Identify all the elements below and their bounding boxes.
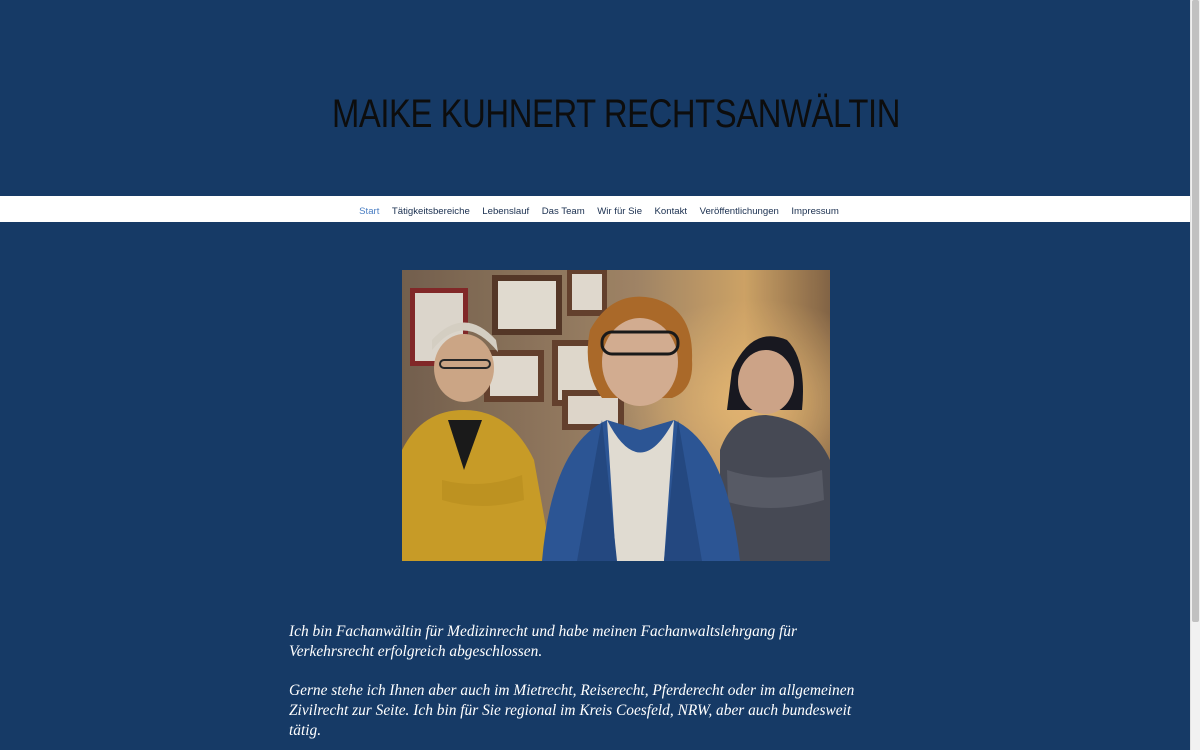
vertical-scrollbar[interactable] (1190, 0, 1200, 750)
nav-item-impressum[interactable]: Impressum (791, 205, 839, 217)
nav-item-veroeffentlichungen[interactable]: Veröffentlichungen (699, 205, 779, 217)
intro-paragraph-areas: Gerne stehe ich Ihnen aber auch im Mietrecht, Reiserecht, Pferderecht oder im allgemeinen Zivilrecht zur Seite. Ich bin für Sie regional im Kreis Coesfeld, NRW, aber auch bundesweit tätig. (289, 682, 855, 739)
nav-item-taetigkeitsbereiche[interactable]: Tätigkeitsbereiche (391, 205, 470, 217)
team-photo (402, 270, 830, 561)
scrollbar-thumb[interactable] (1192, 0, 1199, 622)
nav-list (0, 196, 1198, 222)
site-title[interactable]: MAIKE KUHNERT RECHTSANWÄLTIN (331, 92, 901, 136)
nav-item-das-team[interactable]: Das Team (541, 205, 585, 217)
nav-item-start[interactable]: Start (359, 205, 380, 217)
team-photo-illustration (402, 270, 830, 561)
intro-text (289, 622, 869, 750)
nav-item-kontakt[interactable]: Kontakt (654, 205, 688, 217)
nav-item-wir-fuer-sie[interactable]: Wir für Sie (597, 205, 643, 217)
main-navigation (0, 196, 1190, 222)
nav-item-lebenslauf[interactable]: Lebenslauf (482, 205, 530, 217)
intro-paragraph-specialization: Ich bin Fachanwältin für Medizinrecht und habe meinen Fachanwaltslehrgang für Verkehrsrecht erfolgreich abgeschlossen. (289, 623, 797, 660)
